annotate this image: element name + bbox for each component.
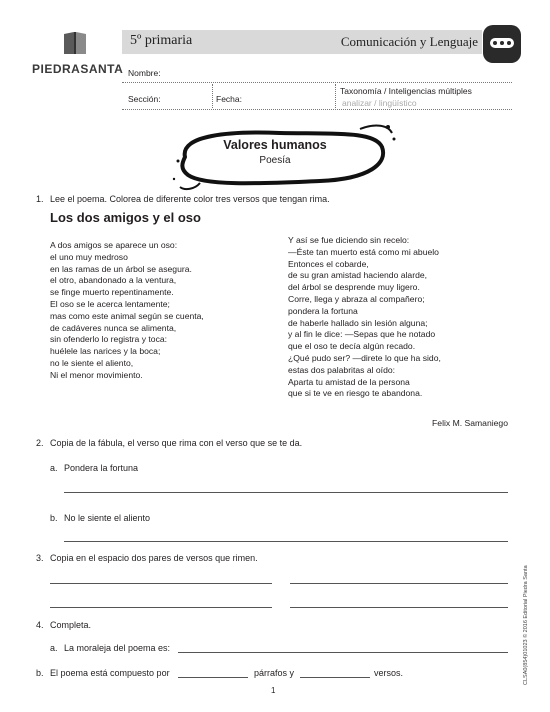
question-2b-marker: b. xyxy=(50,513,58,523)
poem-verse: del árbol se desprende muy ligero. xyxy=(288,282,420,293)
answer-line-3[interactable] xyxy=(50,583,272,584)
question-2-text: Copia de la fábula, el verso que rima con el verso que se te da. xyxy=(50,438,303,448)
answer-line-3[interactable] xyxy=(290,607,508,608)
poem-verse: mas como este animal según se cuenta, xyxy=(50,310,204,321)
taxonomy-value: analizar / lingüístico xyxy=(342,98,417,108)
chat-bubble-icon xyxy=(483,25,521,63)
copyright-note: CLSA0(854)01023 © 2016 Editorial Piedra Santa xyxy=(523,565,529,685)
subject-label: Comunicación y Lenguaje xyxy=(340,34,478,49)
question-2-number: 2. xyxy=(36,438,44,448)
poem-verse: se finge muerto repentinamente. xyxy=(50,287,174,298)
question-4b-text-start: El poema está compuesto por xyxy=(50,668,170,678)
poem-verse: Ni el menor movimiento. xyxy=(50,369,143,380)
name-label: Nombre: xyxy=(128,68,161,78)
poem-verse: Aparta tu amistad de la persona xyxy=(288,376,410,387)
poem-verse: Entonces el cobarde, xyxy=(288,258,369,269)
poem-verse: A dos amigos se aparece un oso: xyxy=(50,240,178,250)
poem-verse: que el oso te decía algún recado. xyxy=(288,341,416,352)
poem-verse: el uno muy medroso xyxy=(50,251,128,262)
poem-verse: de su gran amistad haciendo alarde, xyxy=(288,270,428,281)
poem-verse: en las ramas de un árbol se asegura. xyxy=(50,263,192,274)
question-1-number: 1. xyxy=(36,194,44,204)
poem-verse: pondera la fortuna xyxy=(288,305,358,316)
poem-verse: —Éste tan muerto está como mi abuelo xyxy=(288,246,439,257)
brand-logo: PIEDRASANTA xyxy=(32,62,124,76)
poem-verse: huélele las narices y la boca; xyxy=(50,346,161,357)
worksheet-subtitle: Poesía xyxy=(259,155,291,166)
taxonomy-label: Taxonomía / Inteligencias múltiples xyxy=(340,86,472,96)
answer-line-3[interactable] xyxy=(290,583,508,584)
poem-verse: de haberle hallado sin lesión alguna; xyxy=(288,317,428,328)
answer-line-2a[interactable] xyxy=(64,492,508,493)
poem-author: Felix M. Samaniego xyxy=(432,418,508,428)
poem-title: Los dos amigos y el oso xyxy=(50,210,201,225)
question-2a-marker: a. xyxy=(50,463,58,473)
answer-line-2b[interactable] xyxy=(64,541,508,542)
book-logo-icon xyxy=(62,30,88,56)
poem-left-column xyxy=(50,240,204,382)
question-4b-text-end: versos. xyxy=(374,668,404,678)
header-separator xyxy=(212,84,213,108)
answer-line-3[interactable] xyxy=(50,607,272,608)
question-4a-marker: a. xyxy=(50,643,58,653)
poem-verse: ¿Qué pudo ser? —direte lo que ha sido, xyxy=(288,352,441,363)
header-divider xyxy=(122,82,512,83)
question-4b-text-middle: párrafos y xyxy=(254,668,295,678)
poem-verse: El oso se le acerca lentamente; xyxy=(50,298,170,309)
header-divider xyxy=(122,109,512,110)
poem-verse: Corre, llega y abraza al compañero; xyxy=(288,293,425,304)
question-4b-marker: b. xyxy=(36,668,44,678)
question-2b-text: No le siente el aliento xyxy=(64,513,151,523)
question-4a-text: La moraleja del poema es: xyxy=(64,643,171,653)
answer-blank-paragraphs[interactable] xyxy=(178,677,248,678)
section-label: Sección: xyxy=(128,94,161,104)
poem-verse: de cadáveres nunca se alimenta, xyxy=(50,322,177,333)
poem-verse: no le siente el aliento, xyxy=(50,357,134,368)
question-4-number: 4. xyxy=(36,620,44,630)
poem-verse: estas dos palabritas al oído: xyxy=(288,364,396,375)
question-4-text: Completa. xyxy=(50,620,92,630)
header-separator xyxy=(335,84,336,108)
question-2a-text: Pondera la fortuna xyxy=(64,463,139,473)
page-number: 1 xyxy=(271,686,276,695)
answer-blank-verses[interactable] xyxy=(300,677,370,678)
date-label: Fecha: xyxy=(216,94,242,104)
question-3-number: 3. xyxy=(36,553,44,563)
poem-right-column xyxy=(288,235,441,400)
question-3-text: Copia en el espacio dos pares de versos que rimen. xyxy=(50,553,258,563)
poem-verse: el otro, abandonado a la ventura, xyxy=(50,275,177,286)
poem-verse: Y así se fue diciendo sin recelo: xyxy=(288,235,410,245)
poem-verse: que si te ve en riesgo te abandona. xyxy=(288,388,423,399)
poem-verse: sin ofenderlo lo registra y toca: xyxy=(50,334,168,345)
grade-label: 5º primaria xyxy=(130,33,193,48)
question-1-text: Lee el poema. Colorea de diferente color tres versos que tengan rima. xyxy=(50,194,330,204)
poem-verse: y al fin le dice: —Sepas que he notado xyxy=(288,329,436,340)
worksheet-title: Valores humanos xyxy=(223,138,327,152)
answer-line-4a[interactable] xyxy=(178,652,508,653)
